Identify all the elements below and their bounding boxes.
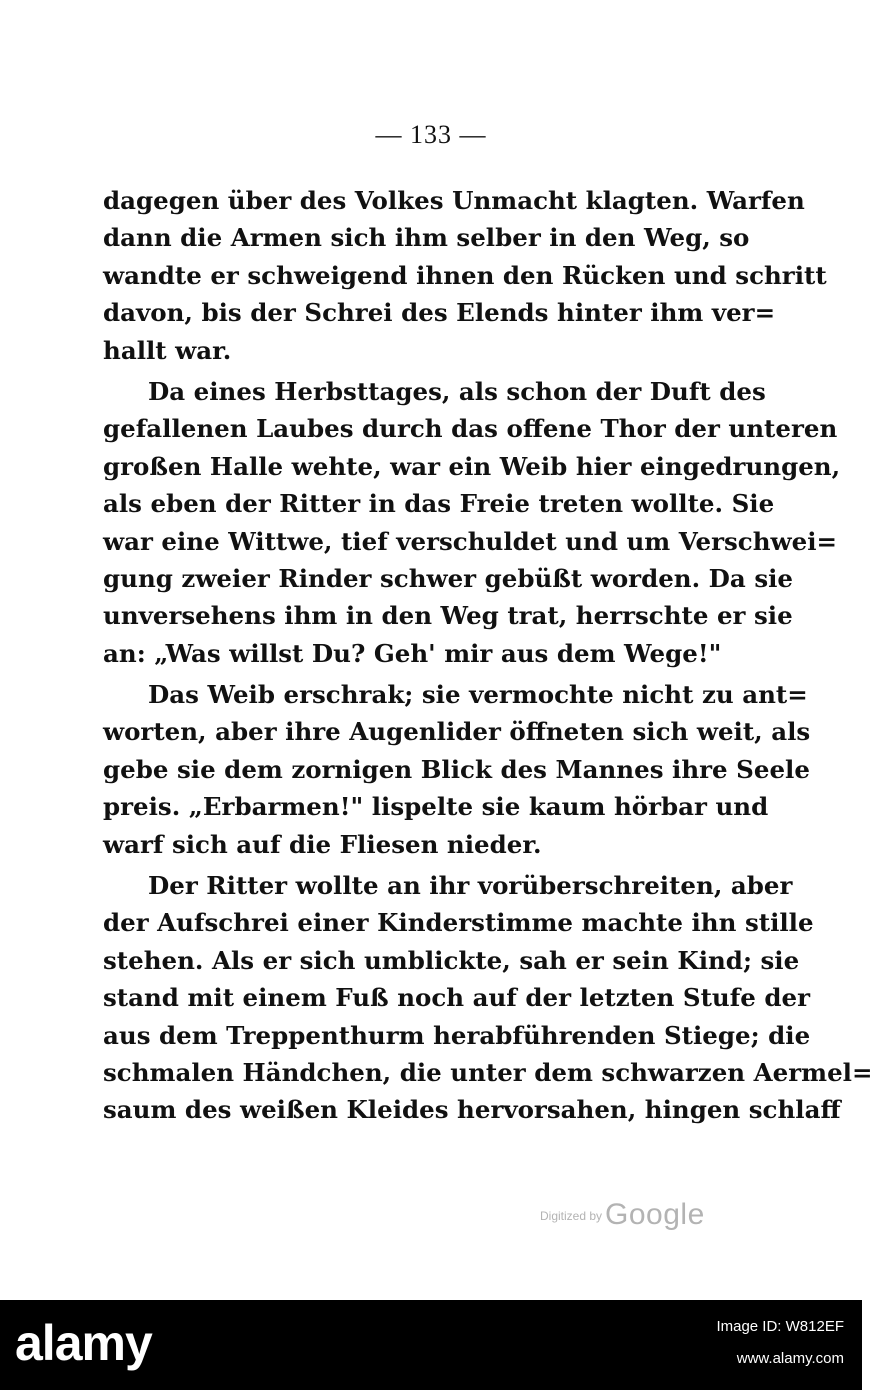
- text-line: an: „Was willst Du? Geh' mir aus dem Wege!": [103, 638, 722, 668]
- text-line: warf sich auf die Fliesen nieder.: [103, 829, 542, 859]
- text-line: stand mit einem Fuß noch auf der letzten Stufe der: [103, 983, 811, 1013]
- paragraph: [103, 867, 873, 1129]
- text-line: dann die Armen sich ihm selber in den Weg, so: [103, 223, 750, 253]
- text-line: davon, bis der Schrei des Elends hinter ihm ver=: [103, 298, 776, 328]
- text-line: aus dem Treppenthurm herabführenden Stiege; die: [103, 1020, 811, 1050]
- page-number: — 133 —: [375, 120, 487, 149]
- text-line: war eine Wittwe, tief verschuldet und um Verschwei=: [103, 526, 838, 556]
- stock-logo: alamy: [15, 1315, 152, 1371]
- text-line: dagegen über des Volkes Unmacht klagten. Warfen: [103, 186, 805, 215]
- stock-url[interactable]: www.alamy.com: [736, 1350, 844, 1367]
- book-page-text: [103, 182, 873, 1129]
- watermark-prefix: Digitized by: [540, 1209, 603, 1223]
- text-line: gung zweier Rinder schwer gebüßt worden. Da sie: [103, 563, 794, 593]
- text-line: stehen. Als er sich umblickte, sah er sein Kind; sie: [103, 945, 800, 975]
- text-line: saum des weißen Kleides hervorsahen, hingen schlaff: [103, 1095, 841, 1125]
- text-line: unversehens ihm in den Weg trat, herrschte er sie: [103, 601, 793, 631]
- paragraph: [103, 676, 811, 863]
- text-line: worten, aber ihre Augenlider öffneten sich weit, als: [103, 717, 811, 747]
- watermark-brand: Google: [605, 1198, 705, 1231]
- stock-footer-bar: [0, 1300, 862, 1390]
- image-id: Image ID: W812EF: [716, 1318, 844, 1335]
- text-line: Da eines Herbsttages, als schon der Duft des: [148, 376, 766, 406]
- text-line: wandte er schweigend ihnen den Rücken und schritt: [103, 260, 827, 290]
- text-line: gebe sie dem zornigen Blick des Mannes ihre Seele: [103, 754, 810, 784]
- text-line: als eben der Ritter in das Freie treten wollte. Sie: [103, 489, 775, 519]
- text-line: der Aufschrei einer Kinderstimme machte ihn stille: [103, 908, 814, 938]
- text-line: hallt war.: [103, 335, 232, 365]
- text-line: preis. „Erbarmen!" lispelte sie kaum hörbar und: [103, 792, 769, 822]
- digitized-watermark: [540, 1198, 705, 1232]
- paragraph: [103, 182, 827, 369]
- text-line: großen Halle wehte, war ein Weib hier eingedrungen,: [103, 451, 841, 481]
- text-line: gefallenen Laubes durch das offene Thor der unteren: [103, 414, 838, 444]
- paragraph: [103, 373, 841, 672]
- text-line: Das Weib erschrak; sie vermochte nicht zu ant=: [148, 680, 808, 710]
- text-line: schmalen Händchen, die unter dem schwarzen Aermel=: [103, 1057, 873, 1087]
- text-line: Der Ritter wollte an ihr vorüberschreiten, aber: [148, 871, 793, 901]
